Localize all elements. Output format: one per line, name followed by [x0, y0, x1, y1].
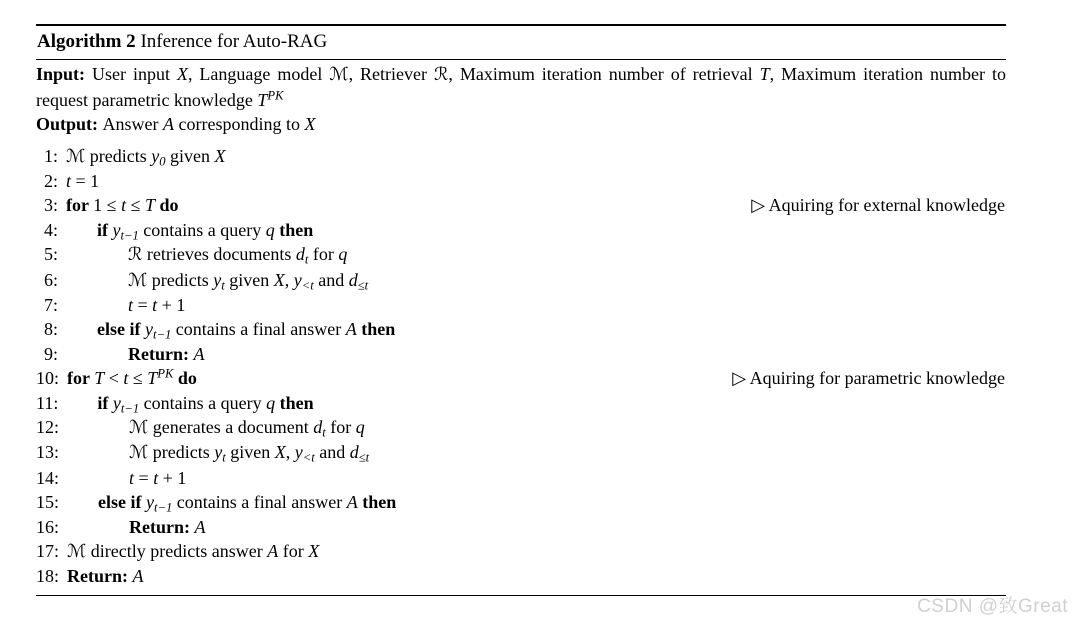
text-token: for: [308, 244, 339, 265]
text-token: t: [129, 467, 135, 488]
text-token: y: [293, 269, 302, 290]
text-token: , Maximum iteration number of retrieval: [448, 64, 760, 84]
text-token: + 1: [157, 294, 186, 315]
text-token: y: [151, 145, 160, 166]
line-number: 2:: [43, 170, 58, 191]
output-line: [36, 112, 1006, 137]
line-body: [66, 169, 99, 193]
text-token: Return:: [128, 343, 194, 364]
text-token: , Maximum iteration number to request parametric knowledge: [36, 64, 1006, 110]
line-comment: ▷ Aquiring for external knowledge: [751, 195, 1005, 216]
line-body: [66, 342, 205, 366]
text-token: predicts: [148, 442, 215, 463]
text-token: predicts: [147, 269, 214, 290]
text-token: X: [273, 269, 285, 290]
text-token: then: [361, 319, 396, 340]
line-number: 18:: [36, 566, 60, 587]
text-token: + 1: [158, 467, 187, 488]
text-token: do: [159, 195, 179, 216]
code-line: [36, 539, 1006, 564]
algorithm-panel: [36, 24, 1006, 596]
text-token: t−1: [120, 401, 140, 416]
text-token: else if: [97, 319, 145, 340]
line-body: [66, 144, 226, 169]
code-line: [36, 144, 1006, 169]
text-token: and: [314, 442, 350, 463]
line-number: 5:: [43, 244, 58, 265]
text-token: given: [225, 442, 275, 463]
text-token: contains a final answer: [171, 319, 346, 340]
bottom-rule: [36, 595, 1006, 596]
code-line: [36, 391, 1006, 415]
text-token: t: [153, 467, 159, 488]
text-token: y: [146, 492, 154, 513]
input-line: [36, 62, 1006, 112]
text-token: y: [144, 319, 153, 340]
text-token: t−1: [152, 327, 172, 342]
text-token: PK: [267, 88, 284, 103]
text-token: ≤: [128, 368, 148, 389]
text-token: corresponding to: [174, 114, 305, 134]
text-token: t: [123, 368, 129, 389]
code-line: [36, 366, 1006, 390]
text-token: given: [224, 269, 274, 290]
text-token: ℳ: [67, 541, 87, 562]
line-number: 13:: [36, 442, 60, 463]
code-line: [36, 466, 1006, 490]
text-token: , Language model: [187, 64, 330, 84]
text-token: <t: [302, 450, 315, 465]
text-token: T: [257, 89, 268, 110]
text-token: A: [267, 541, 279, 561]
text-token: 0: [159, 154, 166, 169]
text-token: ℳ: [329, 64, 349, 85]
watermark: CSDN @致Great: [917, 596, 1068, 617]
text-token: =: [134, 467, 154, 488]
code-line: [36, 440, 1006, 465]
text-token: User input: [92, 64, 177, 84]
code-line: [36, 218, 1006, 242]
text-token: ℛ: [128, 244, 143, 266]
line-number: 14:: [36, 467, 60, 488]
text-token: <t: [301, 278, 314, 293]
line-body: [67, 490, 396, 514]
text-token: t: [222, 450, 226, 465]
text-token: retrieves documents: [142, 244, 296, 265]
text-token: d: [349, 442, 359, 463]
text-token: predicts: [85, 145, 152, 166]
line-body: [67, 564, 144, 588]
line-body: [66, 193, 179, 217]
code-line: [36, 242, 1006, 267]
text-token: generates a document: [148, 416, 314, 437]
text-token: d: [348, 269, 358, 290]
text-token: T: [759, 64, 770, 84]
text-token: ≤t: [357, 278, 369, 293]
line-body: [67, 440, 369, 465]
line-body: [67, 466, 186, 490]
text-token: X: [304, 114, 316, 134]
text-token: t: [322, 425, 326, 440]
text-token: then: [279, 219, 314, 240]
text-token: y: [294, 442, 303, 463]
text-token: if: [97, 392, 113, 413]
algorithm-lines: [36, 144, 1006, 589]
text-token: y: [112, 219, 121, 240]
code-line: [36, 293, 1006, 317]
line-number: 8:: [43, 319, 58, 340]
code-line: [36, 564, 1006, 588]
text-token: t: [66, 170, 72, 191]
text-token: Return:: [129, 516, 195, 537]
text-token: =: [133, 294, 153, 315]
text-token: t: [121, 195, 127, 216]
text-token: y: [213, 269, 222, 290]
text-token: for: [278, 541, 309, 561]
text-token: do: [177, 368, 197, 389]
line-number: 16:: [36, 516, 60, 537]
text-token: T: [144, 195, 155, 216]
text-token: for: [325, 416, 356, 437]
text-token: given: [165, 145, 215, 166]
code-line: [36, 193, 1006, 217]
text-token: Input:: [36, 64, 92, 84]
text-token: ℛ: [433, 64, 449, 85]
text-token: X: [274, 442, 286, 463]
text-token: ℳ: [66, 145, 86, 167]
line-body: [67, 366, 197, 390]
line-comment: ▷ Aquiring for parametric knowledge: [732, 368, 1005, 389]
line-number: 1:: [43, 145, 58, 166]
code-line: [36, 317, 1006, 341]
text-token: contains a query: [139, 392, 267, 413]
text-token: Answer: [102, 114, 164, 134]
line-number: 9:: [43, 343, 58, 364]
text-token: y: [214, 442, 223, 463]
line-number: 4:: [43, 219, 58, 240]
line-number: 6:: [43, 269, 58, 290]
text-token: Output:: [36, 114, 103, 134]
text-token: then: [362, 492, 397, 513]
line-number: 10:: [36, 368, 60, 389]
text-token: q: [355, 416, 365, 437]
code-line: [36, 490, 1006, 514]
text-token: ℳ: [129, 416, 149, 438]
line-number: 17:: [36, 541, 60, 561]
line-body: [66, 391, 313, 415]
text-token: Inference for Auto-RAG: [140, 31, 328, 52]
text-token: contains a final answer: [172, 492, 347, 513]
text-token: PK: [157, 366, 174, 381]
text-token: ≤t: [358, 450, 370, 465]
line-body: [66, 317, 395, 341]
code-line: [36, 169, 1006, 193]
text-token: ℳ: [129, 442, 149, 464]
text-token: t: [221, 278, 225, 293]
line-body: [67, 539, 319, 564]
line-body: [66, 268, 368, 293]
text-token: A: [193, 343, 205, 364]
text-token: A: [194, 516, 206, 537]
line-number: 3:: [43, 195, 58, 216]
text-token: directly predicts answer: [86, 541, 268, 561]
text-token: then: [279, 392, 314, 413]
text-token: t: [128, 294, 134, 315]
text-token: <: [104, 368, 124, 389]
text-token: ,: [285, 442, 295, 463]
algorithm-title: [36, 26, 1006, 59]
text-token: q: [338, 244, 348, 265]
code-line: [36, 342, 1006, 366]
text-token: ≤: [126, 195, 145, 216]
line-number: 11:: [36, 392, 59, 413]
line-body: [66, 242, 347, 267]
line-body: [67, 415, 365, 440]
text-token: t−1: [154, 500, 173, 515]
text-token: A: [132, 566, 144, 587]
text-token: if: [97, 219, 113, 240]
text-token: for: [66, 195, 94, 216]
text-token: ,: [284, 269, 294, 290]
text-token: , Retriever: [348, 64, 434, 84]
line-body: [67, 515, 206, 539]
text-token: A: [163, 114, 175, 134]
text-token: d: [313, 416, 323, 437]
text-token: = 1: [71, 170, 100, 191]
line-number: 15:: [36, 492, 60, 513]
text-token: q: [265, 219, 275, 240]
text-token: T: [147, 368, 158, 389]
line-number: 12:: [36, 416, 60, 437]
text-token: X: [176, 64, 188, 84]
text-token: else if: [98, 492, 146, 513]
text-token: X: [214, 145, 226, 166]
text-token: t−1: [120, 228, 139, 243]
text-token: d: [295, 244, 305, 265]
text-token: q: [266, 392, 276, 413]
text-token: contains a query: [138, 219, 266, 240]
text-token: y: [112, 392, 121, 413]
code-line: [36, 515, 1006, 539]
line-body: [66, 293, 185, 317]
text-token: t: [152, 294, 158, 315]
text-token: X: [308, 541, 320, 561]
text-token: and: [313, 269, 349, 290]
text-token: 1 ≤: [93, 195, 122, 216]
text-token: T: [94, 368, 105, 389]
algorithm-header: [36, 60, 1006, 137]
text-token: Return:: [67, 566, 133, 587]
code-line: [36, 268, 1006, 293]
text-token: for: [67, 368, 95, 389]
text-token: A: [346, 492, 358, 513]
text-token: ℳ: [128, 269, 148, 291]
text-token: A: [345, 319, 357, 340]
text-token: t: [304, 252, 309, 267]
code-line: [36, 415, 1006, 440]
line-number: 7:: [43, 294, 58, 315]
text-token: Algorithm 2: [37, 31, 141, 52]
line-body: [66, 218, 313, 242]
